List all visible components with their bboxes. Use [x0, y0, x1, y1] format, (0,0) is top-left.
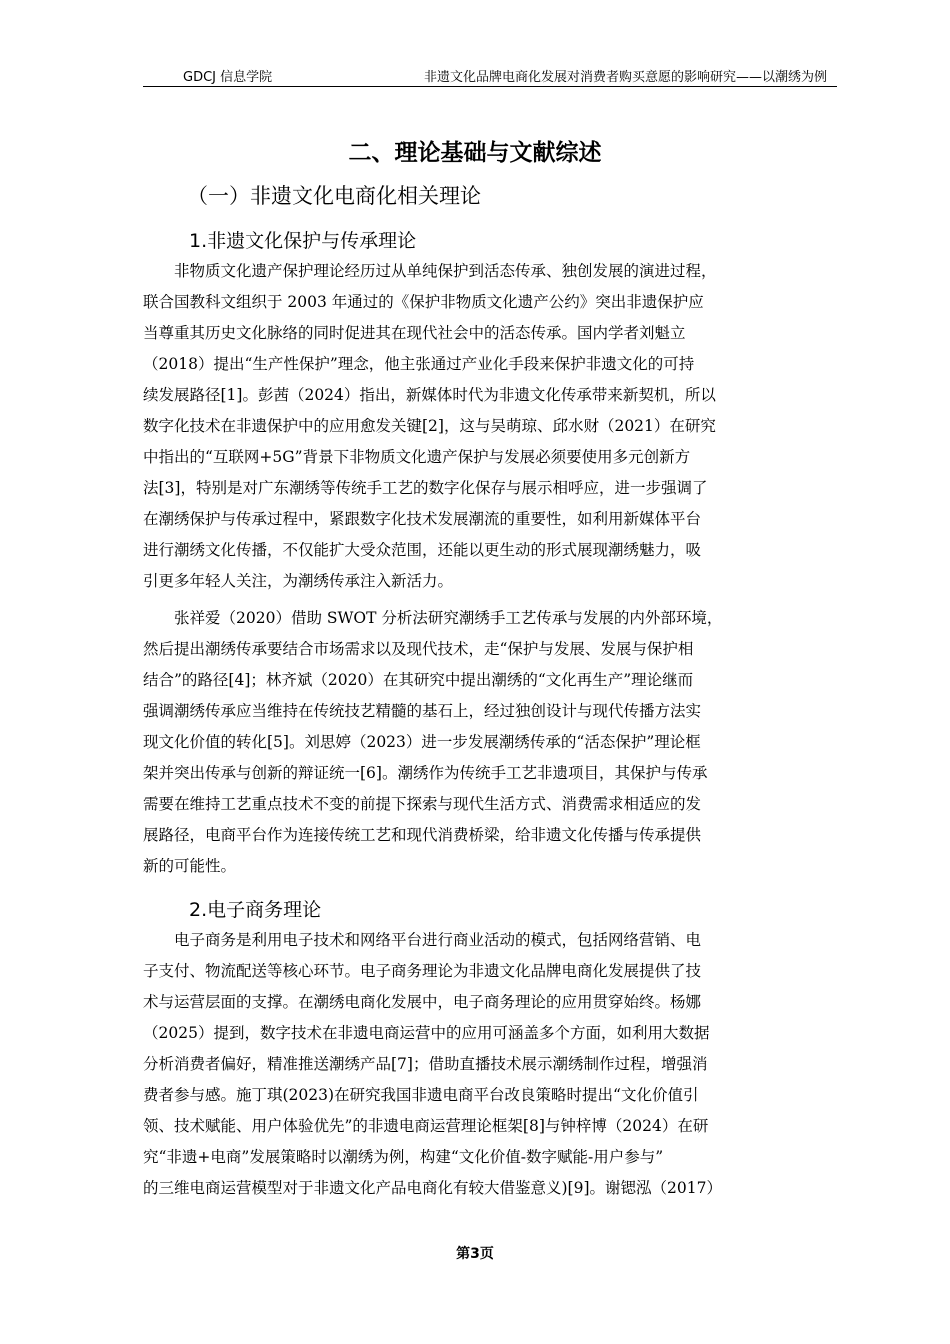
- paragraph-line: 展路径，电商平台作为连接传统工艺和现代消费桥梁，给非遗文化传播与传承提供: [143, 826, 702, 844]
- header-thesis-title: 非遗文化品牌电商化发展对消费者购买意愿的影响研究——以潮绣为例: [423, 70, 827, 85]
- paragraph-line: （2018）提出“生产性保护”理念，他主张通过产业化手段来保护非遗文化的可持: [143, 355, 695, 373]
- section-title: （一）非遗文化电商化相关理论: [187, 184, 481, 208]
- paragraph-line: 的三维电商运营模型对于非遗文化产品电商化有较大借鉴意义)[9]。谢锶泓（2017）: [143, 1179, 722, 1197]
- paragraph-line: 数字化技术在非遗保护中的应用愈发关键[2]，这与吴萌琼、邱水财（2021）在研究: [143, 417, 716, 435]
- paragraph-line: 分析消费者偏好，精准推送潮绣产品[7]；借助直播技术展示潮绣制作过程，增强消: [143, 1055, 708, 1073]
- paragraph-line: 结合”的路径[4]；林齐斌（2020）在其研究中提出潮绣的“文化再生产”理论继而: [143, 671, 694, 689]
- paragraph-line: 强调潮绣传承应当维持在传统技艺精髓的基石上，经过独创设计与现代传播方法实: [143, 702, 702, 720]
- paragraph-line: 现文化价值的转化[5]。刘思婷（2023）进一步发展潮绣传承的“活态保护”理论框: [143, 733, 701, 751]
- paragraph-line: 法[3]，特别是对广东潮绣等传统手工艺的数字化保存与展示相呼应，进一步强调了: [143, 479, 708, 497]
- header-institution: GDCJ 信息学院: [183, 70, 273, 85]
- paragraph-line: 术与运营层面的支撑。在潮绣电商化发展中，电子商务理论的应用贯穿始终。杨娜: [143, 993, 702, 1011]
- subsection-title-1: 1.非遗文化保护与传承理论: [189, 230, 417, 252]
- paragraph-line: 非物质文化遗产保护理论经历过从单纯保护到活态传承、独创发展的演进过程，: [143, 262, 717, 280]
- paragraph-line: （2025）提到，数字技术在非遗电商运营中的应用可涵盖多个方面，如利用大数据: [143, 1024, 710, 1042]
- page-number: 第3页: [456, 1246, 494, 1262]
- paragraph-line: 中指出的“互联网+5G”背景下非物质文化遗产保护与发展必须要使用多元创新方: [143, 448, 691, 466]
- paragraph-line: 续发展路径[1]。彭茜（2024）指出，新媒体时代为非遗文化传承带来新契机，所以: [143, 386, 716, 404]
- paragraph-line: 然后提出潮绣传承要结合市场需求以及现代技术，走“保护与发展、发展与保护相: [143, 640, 694, 658]
- chapter-title: 二、理论基础与文献综述: [348, 140, 602, 166]
- paragraph-line: 究“非遗+电商”发展策略时以潮绣为例，构建“文化价值-数字赋能-用户参与”: [143, 1148, 664, 1166]
- paragraph-1: [143, 256, 837, 597]
- page-header: [143, 66, 837, 87]
- paragraph-line: 当尊重其历史文化脉络的同时促进其在现代社会中的活态传承。国内学者刘魁立: [143, 324, 686, 342]
- paragraph-2: [143, 603, 837, 882]
- paragraph-line: 领、技术赋能、用户体验优先”的非遗电商运营理论框架[8]与钟梓博（2024）在研: [143, 1117, 709, 1135]
- paragraph-line: 在潮绣保护与传承过程中，紧跟数字化技术发展潮流的重要性，如利用新媒体平台: [143, 510, 702, 528]
- subsection-title-2: 2.电子商务理论: [189, 899, 322, 921]
- paragraph-line: 联合国教科文组织于 2003 年通过的《保护非物质文化遗产公约》突出非遗保护应: [143, 293, 704, 311]
- paragraph-line: 架并突出传承与创新的辩证统一[6]。潮绣作为传统手工艺非遗项目，其保护与传承: [143, 764, 708, 782]
- paragraph-line: 子支付、物流配送等核心环节。电子商务理论为非遗文化品牌电商化发展提供了技: [143, 962, 702, 980]
- paragraph-line: 张祥爱（2020）借助 SWOT 分析法研究潮绣手工艺传承与发展的内外部环境，: [143, 609, 723, 627]
- paragraph-3: [143, 925, 837, 1204]
- paragraph-line: 电子商务是利用电子技术和网络平台进行商业活动的模式，包括网络营销、电: [143, 931, 702, 949]
- paragraph-line: 进行潮绣文化传播，不仅能扩大受众范围，还能以更生动的形式展现潮绣魅力，吸: [143, 541, 702, 559]
- paragraph-line: 新的可能性。: [143, 857, 237, 875]
- paragraph-line: 需要在维持工艺重点技术不变的前提下探索与现代生活方式、消费需求相适应的发: [143, 795, 702, 813]
- paragraph-line: 引更多年轻人关注，为潮绣传承注入新活力。: [143, 572, 454, 590]
- paragraph-line: 费者参与感。施丁琪(2023)在研究我国非遗电商平台改良策略时提出“文化价值引: [143, 1086, 699, 1104]
